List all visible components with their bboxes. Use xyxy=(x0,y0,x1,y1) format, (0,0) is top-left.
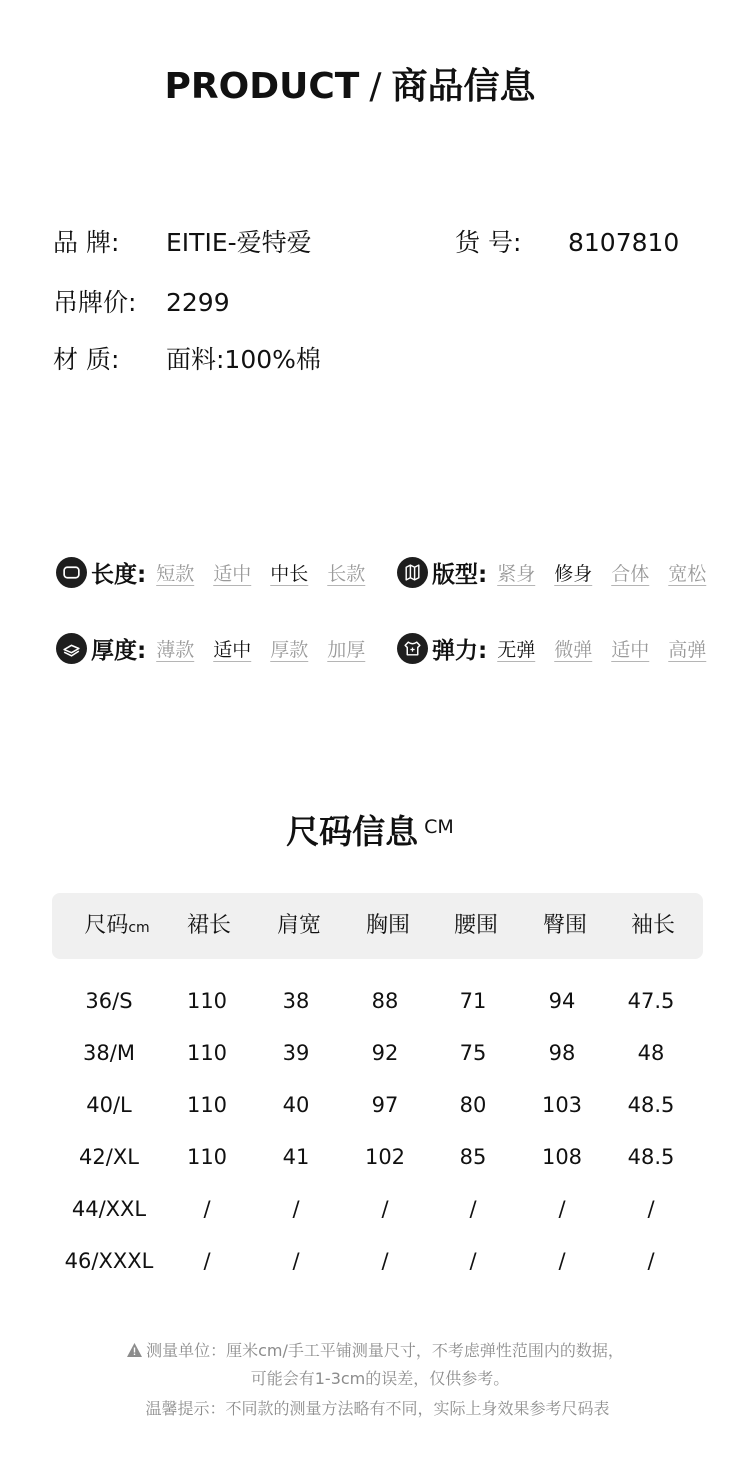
elasticity-options xyxy=(497,635,706,662)
note-line-3: 温馨提示：不同款的测量方法略有不同，实际上身效果参考尺码表 xyxy=(145,1399,610,1418)
fit-icon xyxy=(397,557,428,588)
length-option: 短款 xyxy=(156,563,195,585)
length-options xyxy=(156,559,365,586)
cell-waist: 75 xyxy=(459,1041,487,1065)
header-shoulder: 肩宽 xyxy=(276,913,322,938)
cell-size: 40/L xyxy=(86,1093,132,1117)
price-label: 吊牌价: xyxy=(53,288,137,317)
cell-shoulder: / xyxy=(292,1249,300,1273)
thickness-option: 适中 xyxy=(213,639,252,661)
size-table-header xyxy=(52,893,703,959)
cell-hip: / xyxy=(558,1249,566,1273)
warning-icon xyxy=(126,1342,143,1358)
thickness-label: 厚度: xyxy=(91,638,147,664)
length-option: 中长 xyxy=(270,563,309,585)
note-line-1 xyxy=(0,1338,750,1361)
table-row xyxy=(0,1033,750,1073)
thickness-option: 厚款 xyxy=(270,639,309,661)
cell-waist: 71 xyxy=(459,989,487,1013)
cell-size: 44/XXL xyxy=(71,1197,147,1221)
cell-shoulder: 38 xyxy=(282,989,310,1013)
header-chest: 胸围 xyxy=(365,913,411,938)
elasticity-icon xyxy=(397,633,428,664)
header-waist: 腰围 xyxy=(453,913,499,938)
table-row xyxy=(0,981,750,1021)
cell-chest: 92 xyxy=(371,1041,399,1065)
material-label: 材 质: xyxy=(53,345,120,374)
elasticity-option: 无弹 xyxy=(497,639,536,661)
note-line-1-text: 测量单位：厘米cm/手工平铺测量尺寸，不考虑弹性范围内的数据， xyxy=(146,1341,624,1360)
cell-sleeve: 48 xyxy=(637,1041,665,1065)
brand-label: 品 牌: xyxy=(53,228,120,257)
length-label: 长度: xyxy=(91,562,147,588)
header-sleeve: 袖长 xyxy=(630,913,676,938)
elasticity-option: 高弹 xyxy=(668,639,707,661)
page-title xyxy=(0,58,700,109)
fit-label: 版型: xyxy=(432,562,488,588)
elasticity-option: 适中 xyxy=(611,639,650,661)
size-title-text: 尺码信息 xyxy=(286,812,419,851)
cell-hip: / xyxy=(558,1197,566,1221)
fit-option: 合体 xyxy=(611,563,650,585)
fit-option: 修身 xyxy=(554,563,593,585)
sku-value: 8107810 xyxy=(568,228,680,257)
thickness-icon xyxy=(56,633,87,664)
cell-skirt-length: 110 xyxy=(186,1145,228,1169)
cell-waist: 80 xyxy=(459,1093,487,1117)
size-section-title xyxy=(0,806,750,853)
cell-sleeve: / xyxy=(647,1249,655,1273)
cell-chest: / xyxy=(381,1197,389,1221)
thickness-option: 加厚 xyxy=(327,639,366,661)
size-title-unit: CM xyxy=(424,816,454,838)
cell-size: 36/S xyxy=(85,989,133,1013)
cell-shoulder: 41 xyxy=(282,1145,310,1169)
thickness-option: 薄款 xyxy=(156,639,195,661)
cell-skirt-length: 110 xyxy=(186,1093,228,1117)
length-option: 适中 xyxy=(213,563,252,585)
cell-shoulder: / xyxy=(292,1197,300,1221)
cell-sleeve: 47.5 xyxy=(627,989,675,1013)
header-size xyxy=(84,893,149,959)
attr-elasticity xyxy=(397,632,706,665)
cell-skirt-length: / xyxy=(203,1197,211,1221)
elasticity-label: 弹力: xyxy=(432,638,488,664)
info-material-row xyxy=(53,347,321,372)
cell-sleeve: 48.5 xyxy=(627,1145,675,1169)
cell-chest: / xyxy=(381,1249,389,1273)
cell-hip: 98 xyxy=(548,1041,576,1065)
cell-shoulder: 40 xyxy=(282,1093,310,1117)
title-zh: 商品信息 xyxy=(391,66,536,107)
info-brand-row xyxy=(53,230,312,255)
cell-sleeve: 48.5 xyxy=(627,1093,675,1117)
info-price-row xyxy=(53,290,230,315)
attr-fit xyxy=(397,556,706,589)
fit-options xyxy=(497,559,706,586)
cell-chest: 102 xyxy=(364,1145,406,1169)
cell-size: 46/XXXL xyxy=(64,1249,154,1273)
header-size-text: 尺码 xyxy=(84,913,129,938)
header-hip: 臀围 xyxy=(542,913,588,938)
attr-length xyxy=(56,556,365,589)
header-skirt-length: 裙长 xyxy=(186,913,232,938)
header-size-unit: cm xyxy=(128,920,150,936)
cell-size: 38/M xyxy=(83,1041,135,1065)
title-separator: / xyxy=(369,66,382,107)
title-en: PRODUCT xyxy=(164,66,360,107)
cell-hip: 103 xyxy=(541,1093,583,1117)
cell-skirt-length: / xyxy=(203,1249,211,1273)
length-icon xyxy=(56,557,87,588)
cell-waist: 85 xyxy=(459,1145,487,1169)
note-line-2: 可能会有1-3cm的误差，仅供参考。 xyxy=(250,1369,510,1388)
cell-hip: 108 xyxy=(541,1145,583,1169)
fit-option: 紧身 xyxy=(497,563,536,585)
table-row xyxy=(0,1189,750,1229)
elasticity-option: 微弹 xyxy=(554,639,593,661)
cell-chest: 97 xyxy=(371,1093,399,1117)
price-value: 2299 xyxy=(166,288,230,317)
cell-sleeve: / xyxy=(647,1197,655,1221)
cell-shoulder: 39 xyxy=(282,1041,310,1065)
cell-skirt-length: 110 xyxy=(186,989,228,1013)
cell-chest: 88 xyxy=(371,989,399,1013)
cell-waist: / xyxy=(469,1249,477,1273)
length-option: 长款 xyxy=(327,563,366,585)
material-value: 面料:100%棉 xyxy=(166,345,321,374)
cell-hip: 94 xyxy=(548,989,576,1013)
cell-size: 42/XL xyxy=(79,1145,139,1169)
table-row xyxy=(0,1137,750,1177)
brand-value: EITIE-爱特爱 xyxy=(166,228,312,257)
thickness-options xyxy=(156,635,365,662)
info-sku-row xyxy=(455,230,679,255)
table-row xyxy=(0,1241,750,1281)
attr-thickness xyxy=(56,632,365,665)
table-row xyxy=(0,1085,750,1125)
cell-waist: / xyxy=(469,1197,477,1221)
sku-label: 货 号: xyxy=(455,228,522,257)
cell-skirt-length: 110 xyxy=(186,1041,228,1065)
fit-option: 宽松 xyxy=(668,563,707,585)
